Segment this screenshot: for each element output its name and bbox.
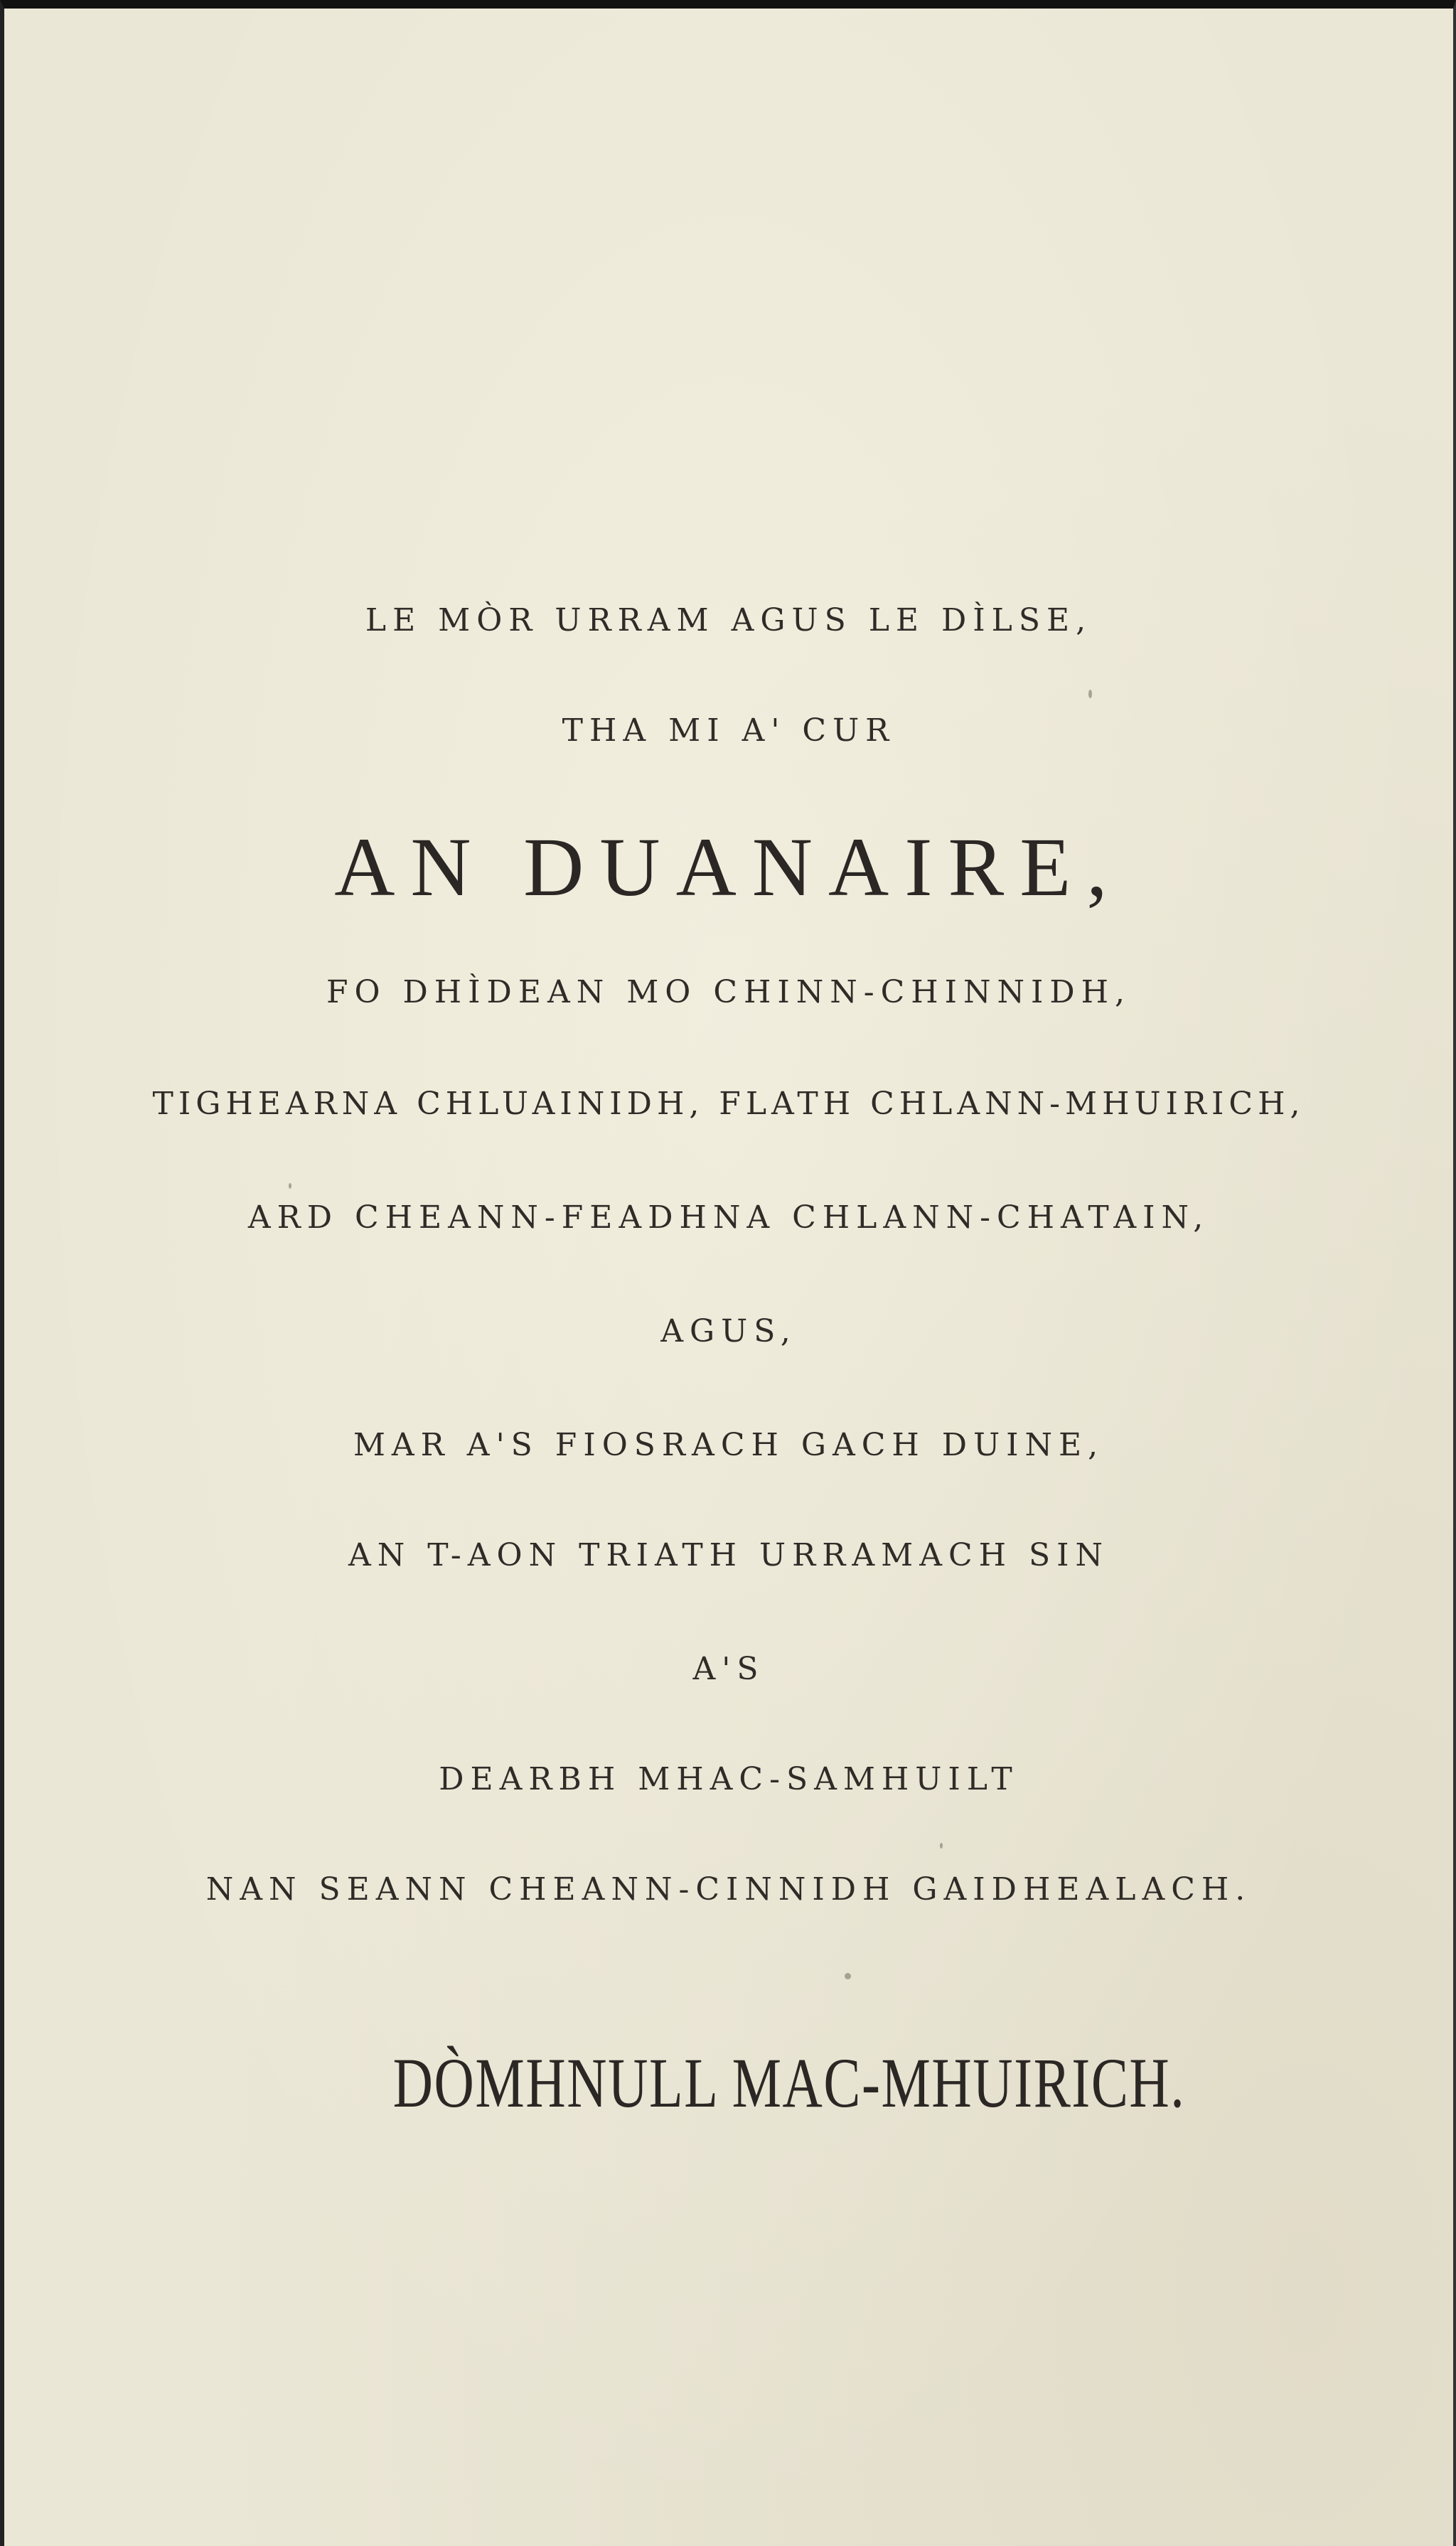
dedication-line-2: THA MI A' CUR: [562, 712, 896, 749]
ink-speck: [1088, 690, 1092, 698]
dedication-line-8: AN T-AON TRIATH URRAMACH SIN: [348, 1537, 1110, 1573]
book-title: AN DUANAIRE,: [334, 820, 1123, 914]
dedication-line-5: ARD CHEANN-FEADHNA CHLANN-CHATAIN,: [247, 1199, 1210, 1236]
ink-speck: [940, 1843, 943, 1849]
ink-speck: [289, 1183, 291, 1189]
dedication-line-10: DEARBH MHAC-SAMHUILT: [439, 1761, 1019, 1797]
author-name: DÒMHNULL MAC-MHUIRICH.: [392, 2043, 1186, 2122]
dedication-line-1: LE MÒR URRAM AGUS LE DÌLSE,: [365, 602, 1093, 638]
dedication-line-4: TIGHEARNA CHLUAINIDH, FLATH CHLANN-MHUIRICH,: [152, 1086, 1305, 1122]
dedication-line-3: FO DHÌDEAN MO CHINN-CHINNIDH,: [326, 974, 1132, 1010]
dedication-line-9: A'S: [692, 1651, 765, 1687]
dedication-line-11: NAN SEANN CHEANN-CINNIDH GAIDHEALACH.: [205, 1871, 1252, 1908]
dedication-line-6: AGUS,: [660, 1313, 797, 1349]
dedication-line-7: MAR A'S FIOSRACH GACH DUINE,: [353, 1427, 1105, 1463]
ink-speck: [845, 1973, 851, 1979]
